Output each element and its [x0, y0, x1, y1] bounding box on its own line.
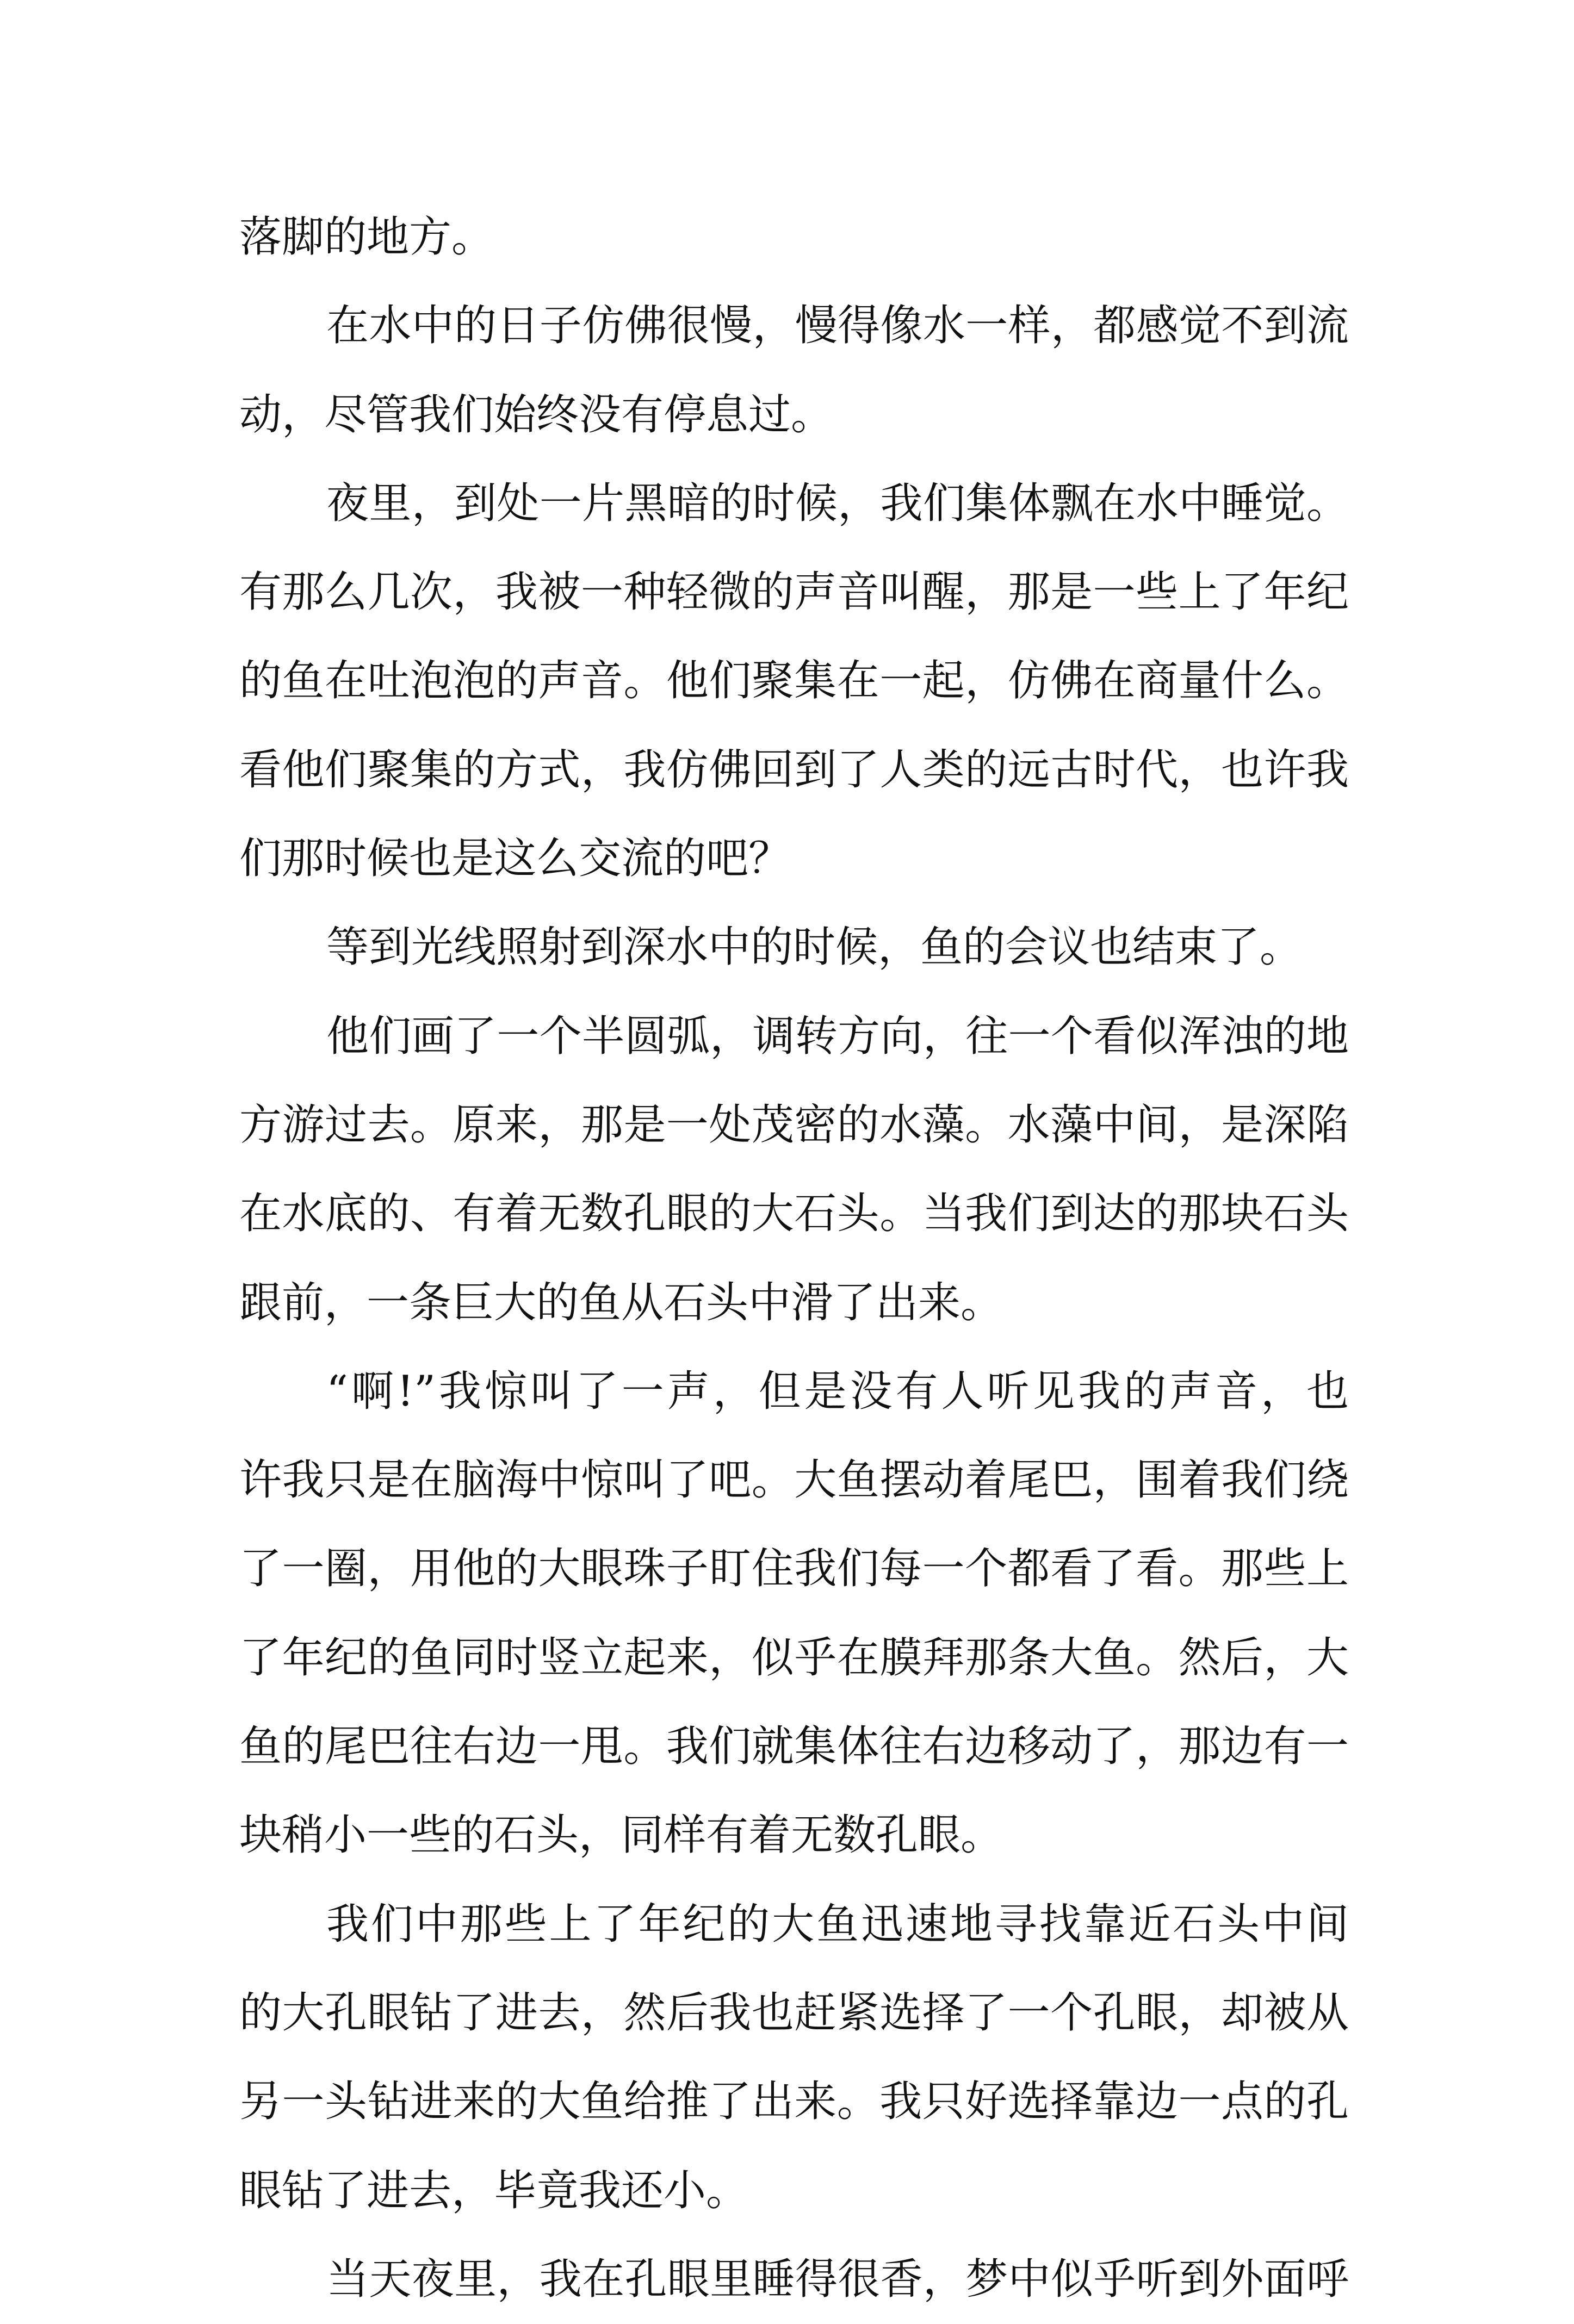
text-line: 有那么几次，我被一种轻微的声音叫醒，那是一些上了年纪	[239, 568, 1349, 617]
text-line: 了一圈，用他的大眼珠子盯住我们每一个都看了看。那些上	[239, 1544, 1349, 1594]
text-line: 跟前，一条巨大的鱼从石头中滑了出来。	[239, 1278, 1003, 1327]
text-line: 他们画了一个半圆弧，调转方向，往一个看似浑浊的地	[326, 1011, 1349, 1061]
text-line: 等到光线照射到深水中的时候，鱼的会议也结束了。	[326, 923, 1303, 972]
text-line: 方游过去。原来，那是一处茂密的水藻。水藻中间，是深陷	[239, 1100, 1349, 1149]
text-line: 在水中的日子仿佛很慢，慢得像水一样，都感觉不到流	[326, 301, 1349, 351]
text-line: 另一头钻进来的大鱼给推了出来。我只好选择靠边一点的孔	[239, 2077, 1349, 2127]
text-line: 块稍小一些的石头，同样有着无数孔眼。	[239, 1811, 1003, 1860]
text-line: 夜里，到处一片黑暗的时候，我们集体飘在水中睡觉。	[326, 479, 1349, 528]
text-line: 动，尽管我们始终没有停息过。	[239, 390, 834, 439]
text-line: 的鱼在吐泡泡的声音。他们聚集在一起，仿佛在商量什么。	[239, 656, 1349, 706]
text-line: 的大孔眼钻了进去，然后我也赶紧选择了一个孔眼，却被从	[239, 1988, 1349, 2037]
text-line: 了年纪的鱼同时竖立起来，似乎在膜拜那条大鱼。然后，大	[239, 1633, 1349, 1682]
text-line: 落脚的地方。	[239, 213, 494, 262]
text-line: 眼钻了进去，毕竟我还小。	[239, 2166, 749, 2215]
text-line: 鱼的尾巴往右边一甩。我们就集体往右边移动了，那边有一	[239, 1722, 1349, 1772]
text-line: 在水底的、有着无数孔眼的大石头。当我们到达的那块石头	[239, 1189, 1349, 1239]
text-line: “啊!”我惊叫了一声，但是没有人听见我的声音，也	[326, 1366, 1349, 1416]
body-text	[239, 193, 1349, 2324]
text-line: 当天夜里，我在孔眼里睡得很香，梦中似乎听到外面呼	[326, 2254, 1349, 2304]
text-line: 许我只是在脑海中惊叫了吧。大鱼摆动着尾巴，围着我们绕	[239, 1456, 1349, 1505]
text-line: 们那时候也是这么交流的吧？	[239, 834, 791, 884]
text-line: 我们中那些上了年纪的大鱼迅速地寻找靠近石头中间	[326, 1899, 1349, 1949]
text-line: 看他们聚集的方式，我仿佛回到了人类的远古时代，也许我	[239, 745, 1349, 794]
